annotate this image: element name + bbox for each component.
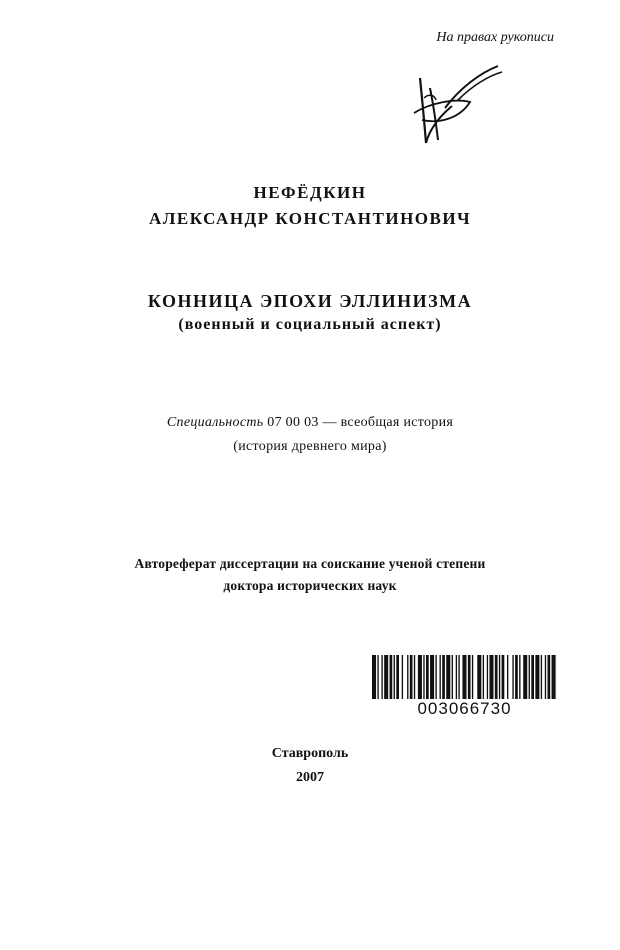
barcode-bar [515,655,518,699]
barcode-bar [535,655,539,699]
barcode-bar [548,655,551,699]
barcode-bar [430,655,434,699]
barcode-bar [446,655,450,699]
barcode-bar [381,655,382,699]
barcode-bar [390,655,393,699]
barcode-bar [407,655,408,699]
barcode-bar [545,655,546,699]
barcode-bar [502,655,505,699]
abstract-line-1: Автореферат диссертации на соискание ученой степени [134,556,486,571]
abstract-line-2: доктора исторических наук [223,578,397,593]
barcode-bar [452,655,453,699]
barcode-bar [372,655,376,699]
work-title: КОННИЦА ЭПОХИ ЭЛЛИНИЗМА [147,291,473,311]
barcode-bar [552,655,556,699]
barcode-bar [499,655,500,699]
signature [400,58,520,158]
barcode-bar [377,655,378,699]
barcode-bar [472,655,473,699]
barcode-bar [384,655,388,699]
barcode-bar [483,655,484,699]
barcode-bar [396,655,399,699]
barcode-bar [456,655,457,699]
barcode-bar [507,655,508,699]
barcode-bar [440,655,441,699]
barcode-bar [541,655,542,699]
barcode-bars [372,655,557,699]
barcode [372,655,557,720]
barcode-bar [487,655,488,699]
barcode-bar [423,655,424,699]
barcode-number: 003066730 [417,699,512,718]
manuscript-note: На правах рукописи [436,30,554,45]
publication-city: Ставрополь [271,746,349,761]
publication-year: 2007 [296,770,324,785]
author-surname: НЕФЁДКИН [253,183,367,202]
barcode-bar [410,655,413,699]
barcode-bar [519,655,520,699]
barcode-bar [394,655,395,699]
barcode-bar [531,655,534,699]
specialty-line [0,415,620,431]
barcode-bar [414,655,415,699]
barcode-bar [462,655,466,699]
barcode-bar [512,655,513,699]
barcode-bar [495,655,498,699]
barcode-bar [426,655,429,699]
barcode-bar [435,655,436,699]
barcode-bar [529,655,530,699]
barcode-bar [489,655,493,699]
barcode-bar [458,655,459,699]
barcode-bar [477,655,481,699]
barcode-bar [523,655,527,699]
barcode-bar [468,655,471,699]
specialty-subfield: (история древнего мира) [233,439,387,454]
specialty-code-field: 07 00 03 — всеобщая история [267,415,454,430]
work-subtitle: (военный и социальный аспект) [178,316,442,333]
barcode-bar [402,655,403,699]
author-given-names: АЛЕКСАНДР КОНСТАНТИНОВИЧ [148,209,472,228]
barcode-bar [418,655,422,699]
specialty-label: Специальность [166,415,264,430]
barcode-bar [442,655,445,699]
